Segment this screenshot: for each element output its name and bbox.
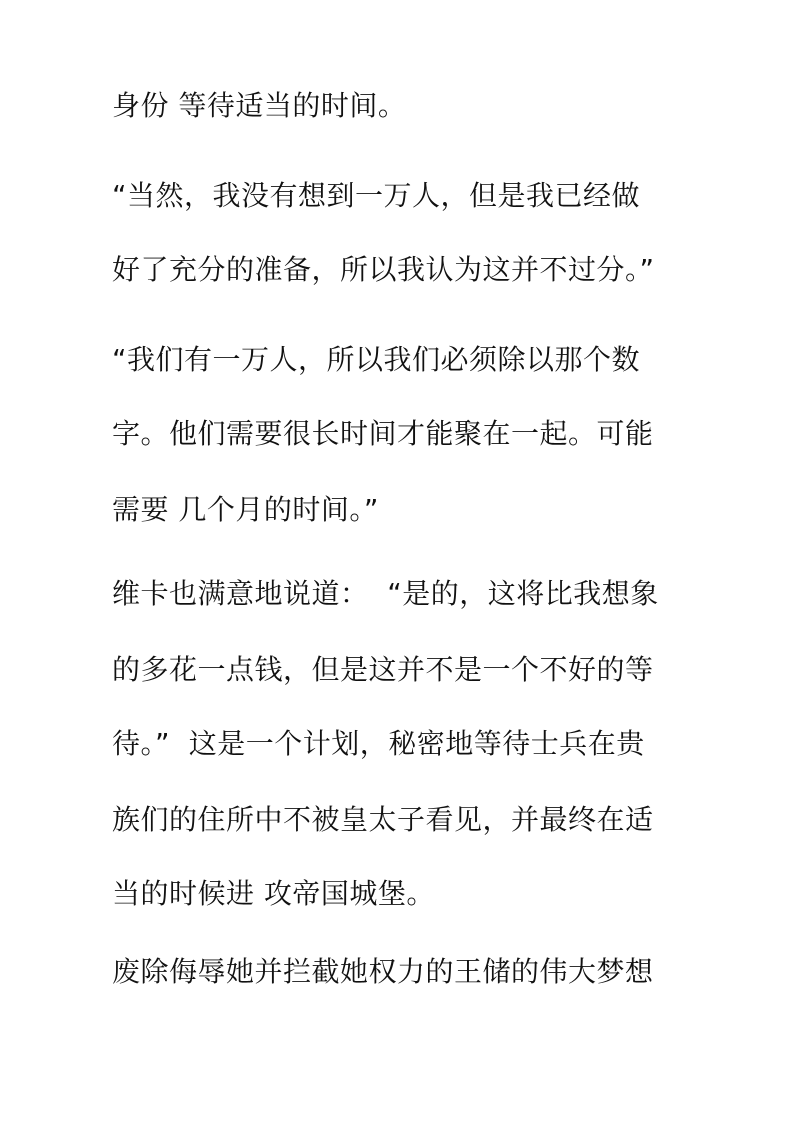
text-line-5: 字。他们需要很长时间才能聚在一起。可能	[112, 417, 654, 450]
text-line-6: 需要 几个月的时间。”	[112, 493, 379, 526]
text-line-8: 的多花一点钱，但是这并不是一个不好的等	[112, 653, 654, 686]
text-line-2: “当然，我没有想到一万人，但是我已经做	[112, 179, 641, 212]
text-line-10: 族们的住所中不被皇太子看见，并最终在适	[112, 803, 654, 836]
text-line-7: 维卡也满意地说道： “是的，这将比我想象	[112, 577, 659, 610]
text-line-4: “我们有一万人，所以我们必须除以那个数	[112, 343, 641, 376]
text-line-9: 待。” 这是一个计划，秘密地等待士兵在贵	[112, 727, 645, 760]
text-line-11: 当的时候进 攻帝国城堡。	[112, 877, 435, 910]
text-line-1: 身份 等待适当的时间。	[112, 89, 407, 122]
text-line-3: 好了充分的准备，所以我认为这并不过分。”	[112, 253, 655, 286]
text-line-12: 废除侮辱她并拦截她权力的王储的伟大梦想	[112, 955, 654, 988]
